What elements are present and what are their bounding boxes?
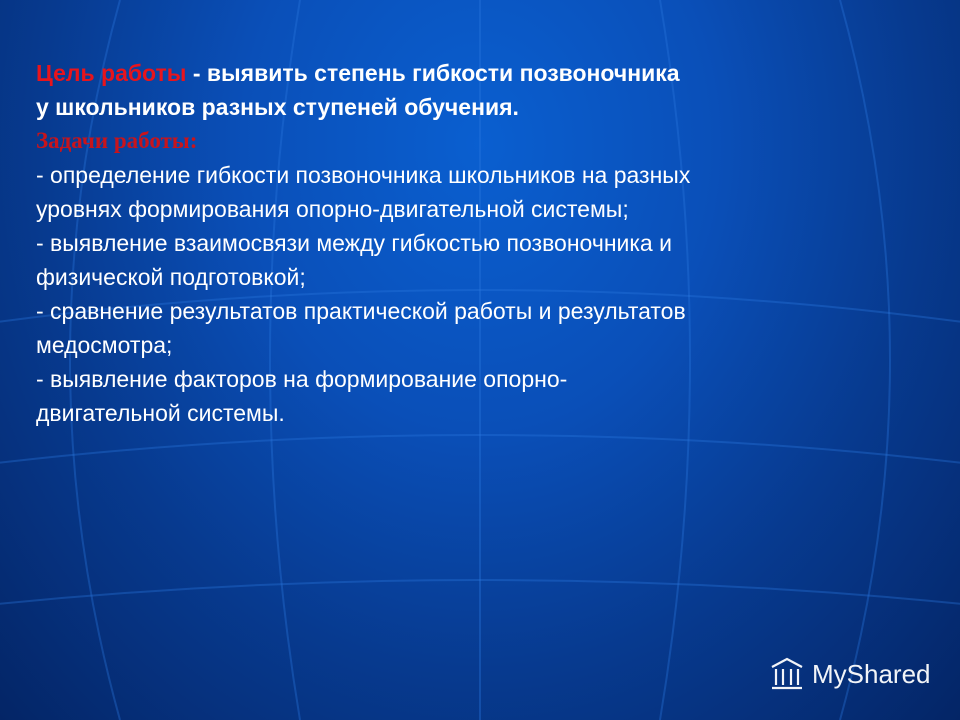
task-line: медосмотра; — [36, 332, 173, 358]
goal-text-1: - выявить степень гибкости позвоночника — [186, 60, 680, 86]
task-line: двигательной системы. — [36, 400, 285, 426]
goal-label: Цель работы — [36, 60, 187, 86]
task-line: уровнях формирования опорно-двигательной системы; — [36, 196, 629, 222]
goal-line-1 — [36, 56, 946, 90]
task-line: - определение гибкости позвоночника школьников на разных — [36, 162, 691, 188]
slide-text-block — [36, 56, 946, 430]
myshared-watermark — [768, 655, 931, 693]
myshared-logo-icon — [768, 655, 806, 693]
task-line: - сравнение результатов практической работы и результатов — [36, 298, 686, 324]
watermark-text: MyShared — [812, 658, 931, 689]
task-line: - выявление факторов на формирование опорно- — [36, 366, 568, 392]
goal-text-2: у школьников разных ступеней обучения. — [36, 94, 519, 120]
tasks-label: Задачи работы: — [36, 128, 198, 153]
task-line: физической подготовкой; — [36, 264, 306, 290]
task-line: - выявление взаимосвязи между гибкостью позвоночника и — [36, 230, 672, 256]
